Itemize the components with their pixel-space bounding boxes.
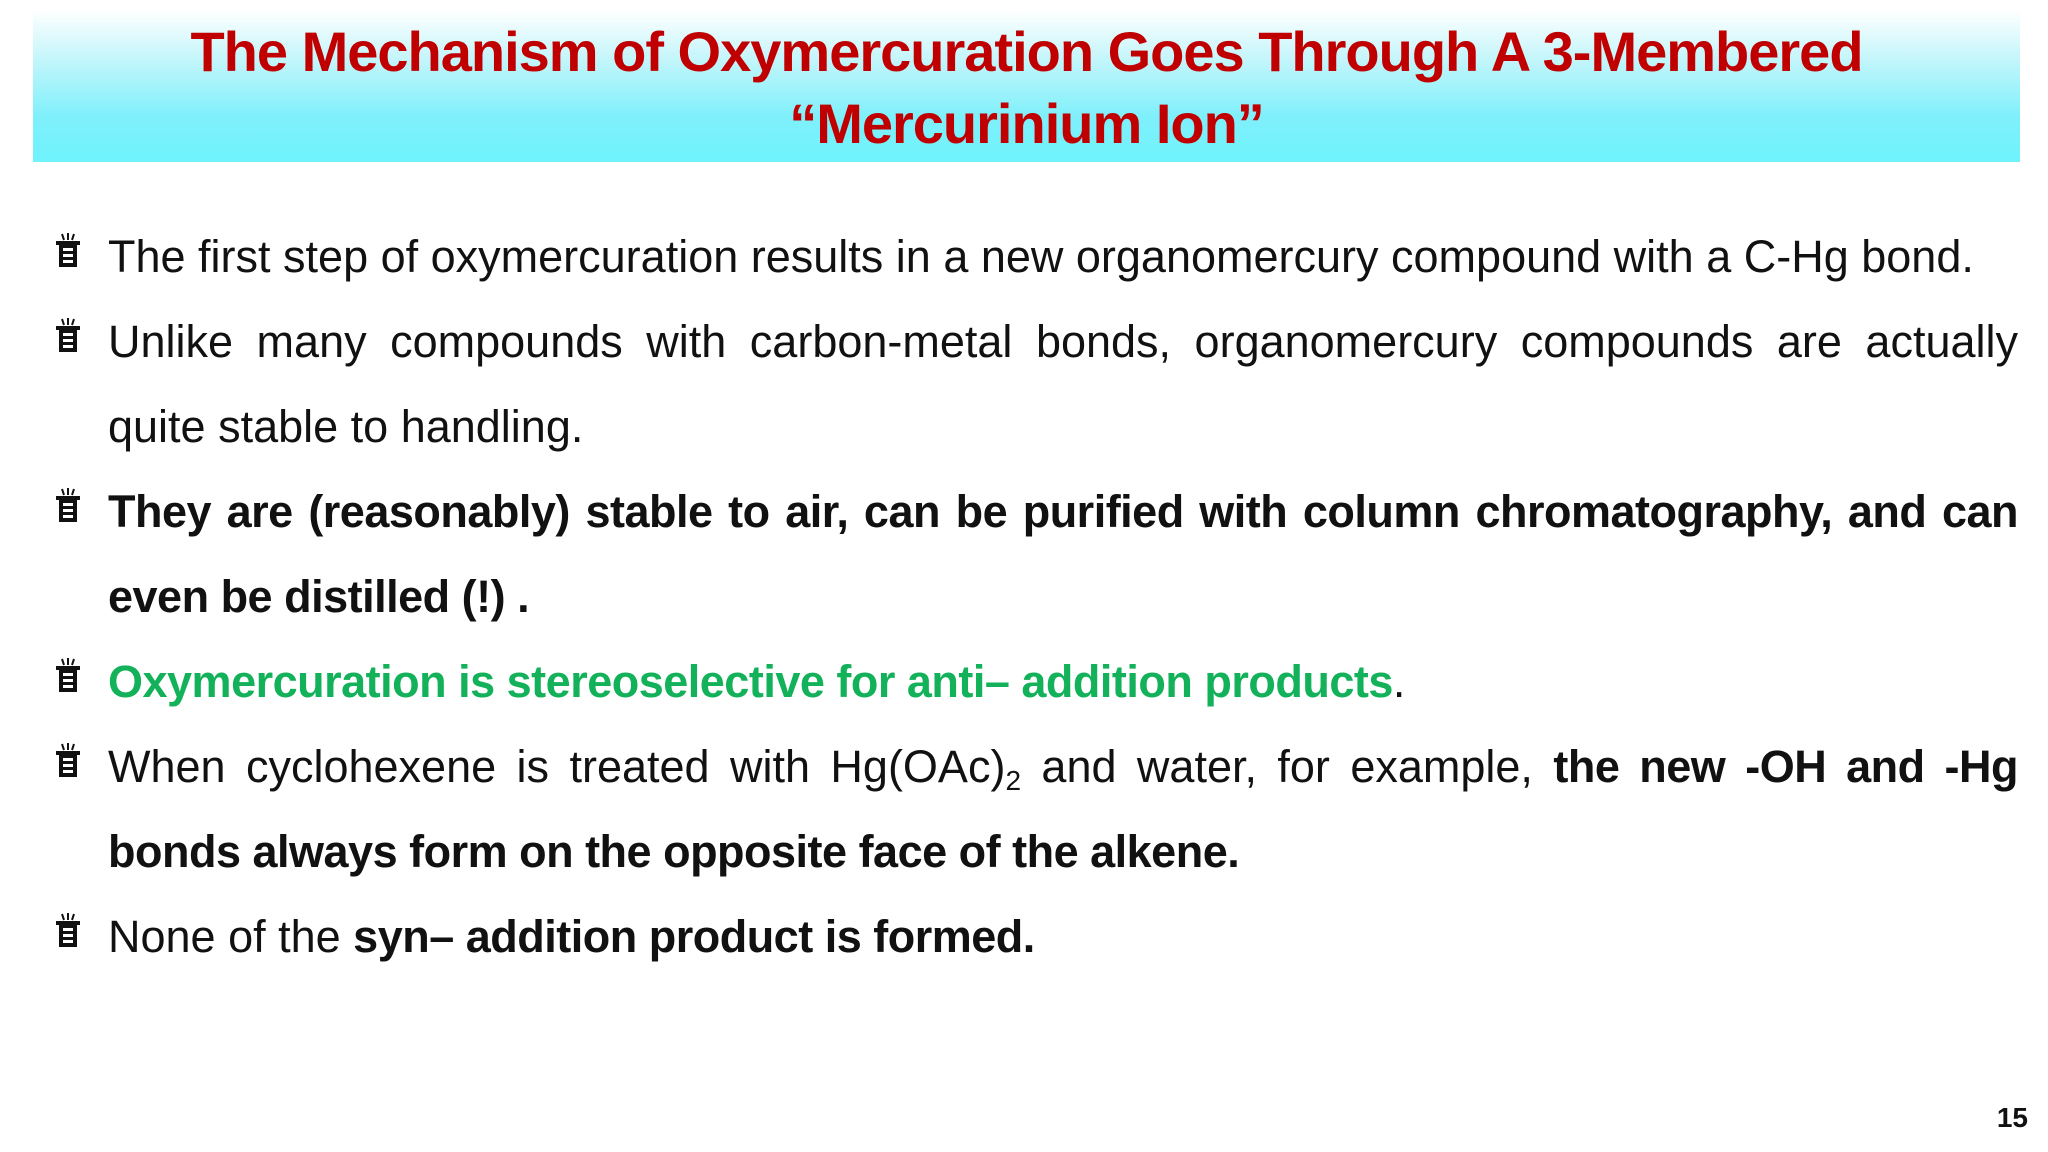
bullet-item-stereoselective [56, 639, 2018, 724]
bullet-item-cyclohexene [56, 724, 2018, 894]
bullet-item-stable-air [56, 469, 2018, 639]
beaker-bullet-icon [56, 913, 80, 949]
beaker-bullet-icon [56, 488, 80, 524]
subscript-2: 2 [1005, 765, 1022, 796]
title-banner [33, 10, 2020, 162]
bullet-green-highlight: Oxymercuration is stereoselective for anti– addition products [108, 656, 1393, 707]
bullet-item-stable-handling [56, 299, 2018, 469]
slide-title-line-1: The Mechanism of Oxymercuration Goes Through A 3-Membered [190, 20, 1863, 83]
page-number: 15 [1996, 1102, 2028, 1133]
beaker-bullet-icon [56, 658, 80, 694]
slide-title-line-2: “Mercurinium Ion” [789, 92, 1264, 155]
bullet-text: Unlike many compounds with carbon-metal bonds, organomercury compounds are actually quite stable to handling. [108, 316, 2018, 452]
beaker-bullet-icon [56, 233, 80, 269]
beaker-bullet-icon [56, 318, 80, 354]
bullet-list [56, 214, 2018, 979]
bullet-bold-text: They are (reasonably) stable to air, can be purified with column chromatography, and can even be distilled (!) . [108, 486, 2018, 622]
bullet-bold-text: the new -OH and -Hg bonds always form on the opposite face of the alkene. [108, 741, 2019, 877]
beaker-bullet-icon [56, 743, 80, 779]
bullet-text-before: None of the [108, 911, 354, 962]
bullet-tail-period: . [1392, 656, 1406, 707]
bullet-item-syn-addition [56, 894, 2018, 979]
bullet-text: The first step of oxymercuration results in a new organomercury compound with a C-Hg bond. [108, 231, 1974, 282]
bullet-item-first-step [56, 214, 2018, 299]
bullet-text-after: and water, for example, [1021, 741, 1554, 792]
bullet-bold-text: syn– addition product is formed. [353, 911, 1035, 962]
bullet-text-before: When cyclohexene is treated with Hg(OAc) [108, 741, 1006, 792]
